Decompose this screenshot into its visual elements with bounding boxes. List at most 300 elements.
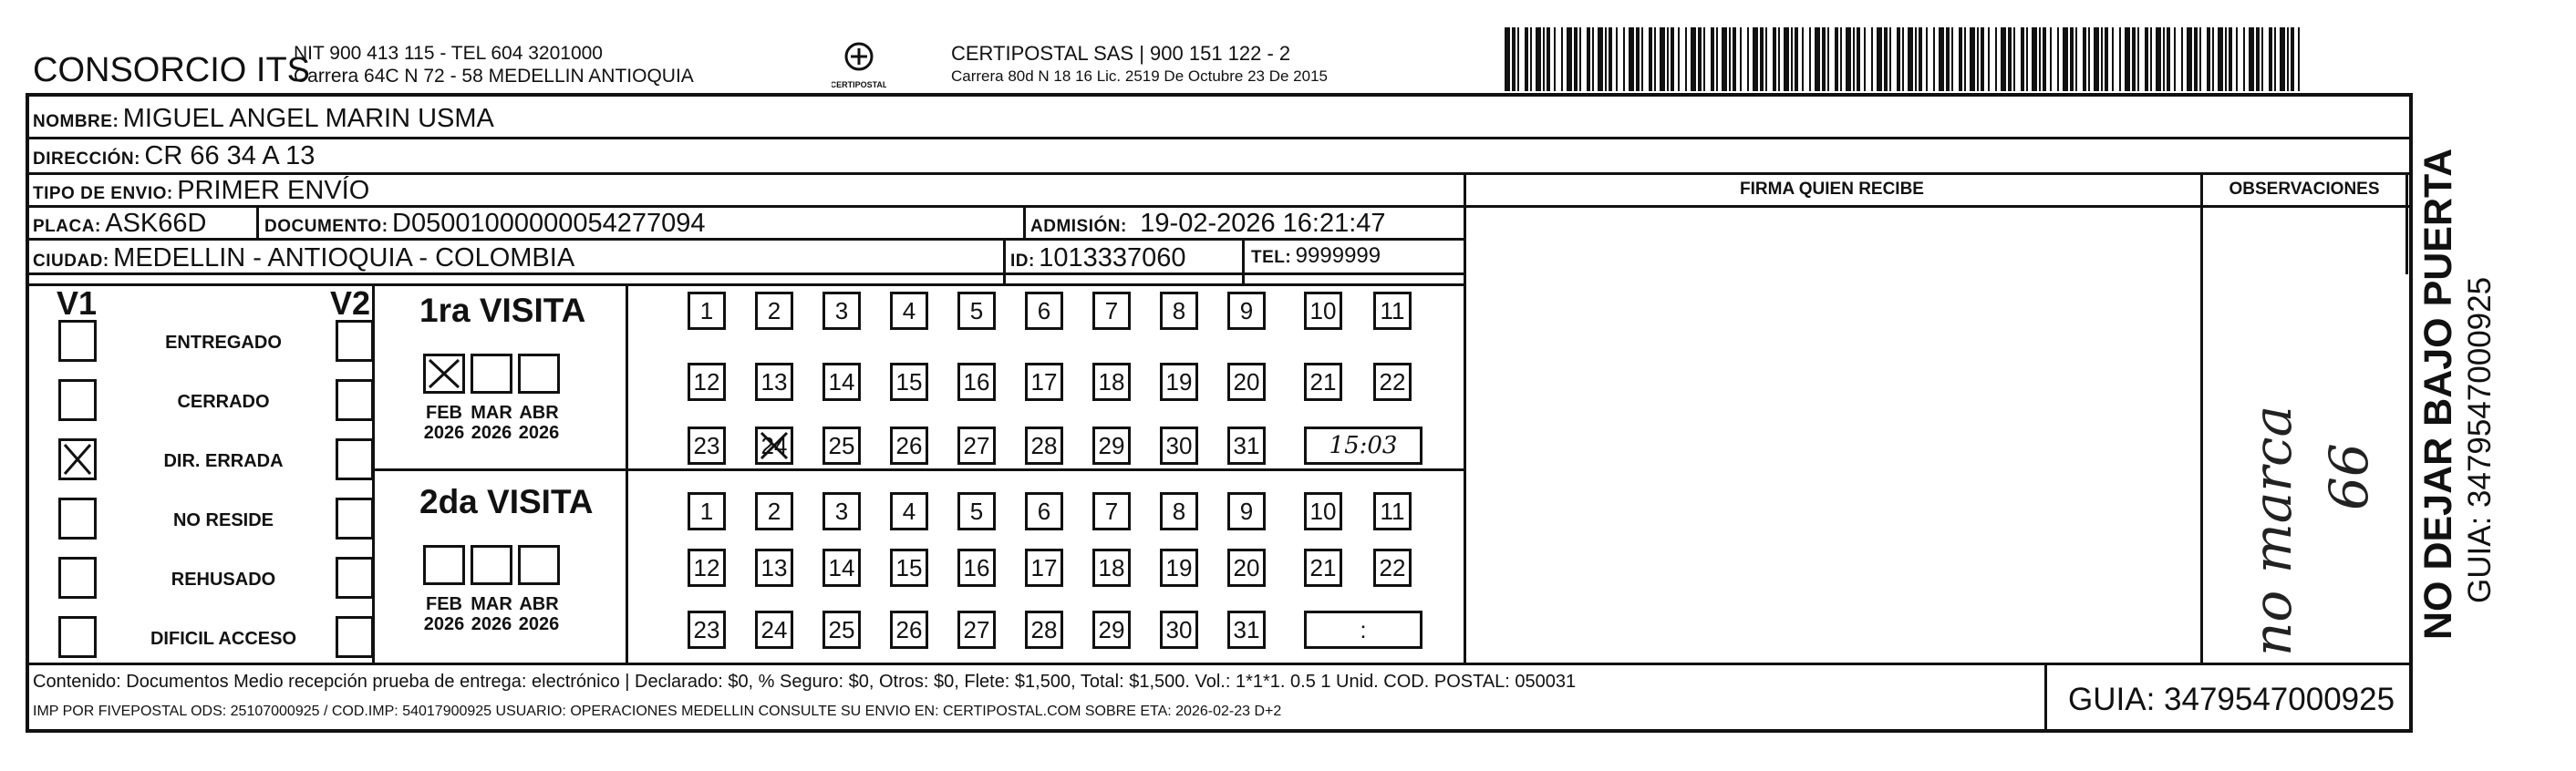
barcode-bar xyxy=(1629,27,1634,91)
second-visit-day[interactable] xyxy=(957,549,996,587)
v2-checkbox[interactable] xyxy=(336,498,374,540)
first-visit-day[interactable] xyxy=(1160,292,1198,330)
day-number: 14 xyxy=(828,553,855,581)
barcode-bar xyxy=(1574,27,1578,91)
second-visit-day[interactable] xyxy=(890,611,928,649)
barcode-bar xyxy=(1902,27,1904,91)
rule xyxy=(26,172,2413,175)
barcode-bar xyxy=(1649,27,1652,91)
barcode-bar xyxy=(1729,27,1731,91)
barcode-bar xyxy=(1733,27,1736,91)
v1-checkbox[interactable] xyxy=(58,320,97,362)
barcode-bar xyxy=(1846,27,1851,91)
barcode-bar xyxy=(1884,27,1888,91)
barcode-bar xyxy=(1587,27,1590,91)
barcode-bar xyxy=(1981,27,1984,91)
barcode-bar xyxy=(1877,27,1882,91)
barcode-bar xyxy=(1778,27,1780,91)
day-number: 1 xyxy=(699,497,714,525)
first-visit-day[interactable] xyxy=(688,427,726,465)
barcode-bar xyxy=(2236,27,2238,91)
day-number: 11 xyxy=(1380,296,1405,324)
day-number: 10 xyxy=(1309,296,1337,324)
day-number: 2 xyxy=(767,497,781,525)
ciudad-field xyxy=(33,243,574,273)
day-number: 26 xyxy=(895,431,923,459)
rule xyxy=(26,663,2413,665)
first-visit-day[interactable] xyxy=(1092,427,1131,465)
second-visit-day[interactable] xyxy=(688,611,726,649)
day-number: 2 xyxy=(767,296,781,324)
second-visit-day[interactable] xyxy=(1092,492,1131,530)
day-number: 13 xyxy=(760,553,788,581)
first-visit-day[interactable] xyxy=(890,363,928,401)
second-visit-day[interactable] xyxy=(688,549,726,587)
barcode-bar xyxy=(1561,27,1563,91)
tipo-value: PRIMER ENVÍO xyxy=(177,176,370,205)
barcode-bar xyxy=(1691,27,1696,91)
barcode xyxy=(1503,27,2305,91)
barcode-bar xyxy=(1598,27,1603,91)
barcode-bar xyxy=(2218,27,2223,91)
barcode-bar xyxy=(1977,27,1979,91)
first-visit-day[interactable] xyxy=(957,427,996,465)
day-number: 17 xyxy=(1030,367,1058,396)
barcode-bar xyxy=(2287,27,2289,91)
month-year: 2026 xyxy=(423,614,465,634)
barcode-bar xyxy=(1554,27,1556,91)
v2-header: V2 xyxy=(330,284,371,322)
barcode-bar xyxy=(1579,27,1581,91)
ciudad-label: CIUDAD: xyxy=(33,252,109,271)
nombre-field xyxy=(33,104,494,134)
barcode-bar xyxy=(1988,27,1990,91)
month-checkbox[interactable] xyxy=(423,545,465,585)
documento-field xyxy=(264,209,706,239)
day-number: 18 xyxy=(1098,367,1125,396)
observaciones-handwriting xyxy=(2241,406,2303,656)
day-number: 10 xyxy=(1309,497,1337,525)
day-number: 24 xyxy=(760,615,788,643)
barcode-bar xyxy=(2280,27,2285,91)
v1-header: V1 xyxy=(57,284,98,322)
documento-value: D05001000000054277094 xyxy=(392,209,706,238)
barcode-bar xyxy=(2181,27,2183,91)
barcode-bar xyxy=(2163,27,2165,91)
day-number: 27 xyxy=(963,615,990,643)
v2-checkbox[interactable] xyxy=(336,320,374,362)
barcode-bar xyxy=(2083,27,2086,91)
barcode-bar xyxy=(1964,27,1966,91)
month-year: 2026 xyxy=(518,423,560,443)
carrier-address: Carrera 80d N 18 16 Lic. 2519 De Octubre 23 De 2015 xyxy=(951,67,1328,85)
barcode-bar xyxy=(1592,27,1594,91)
second-visit-day[interactable] xyxy=(822,549,861,587)
day-number: 22 xyxy=(1379,367,1406,396)
second-visit-day[interactable] xyxy=(1227,611,1266,649)
barcode-bar xyxy=(1795,27,1798,91)
v1-checkbox[interactable] xyxy=(58,379,97,421)
barcode-bar xyxy=(2063,27,2068,91)
v2-checkbox[interactable] xyxy=(336,616,374,658)
first-visit-day[interactable] xyxy=(822,292,861,330)
reason-label: REHUSADO xyxy=(171,570,276,590)
first-visit-day[interactable] xyxy=(1227,363,1266,401)
barcode-bar xyxy=(2269,27,2272,91)
reason-label: NO RESIDE xyxy=(172,510,274,530)
rule xyxy=(1464,172,1466,663)
admision-field xyxy=(1030,209,1386,239)
month-label xyxy=(469,403,514,443)
barcode-bar xyxy=(1543,27,1545,91)
barcode-bar xyxy=(1753,27,1758,91)
barcode-bar xyxy=(1711,27,1714,91)
second-visit-day[interactable] xyxy=(1092,611,1131,649)
rule xyxy=(26,205,2413,208)
second-visit-day[interactable] xyxy=(890,492,928,530)
barcode-bar xyxy=(1951,27,1953,91)
observaciones-note-2: 66 xyxy=(2318,443,2380,510)
first-visit-day[interactable] xyxy=(1304,292,1342,330)
logo-text: CERTIPOSTAL xyxy=(832,80,886,89)
first-visit-day[interactable] xyxy=(1227,427,1266,465)
time-value: 15:03 xyxy=(1329,432,1398,459)
second-visit-day[interactable] xyxy=(1160,492,1198,530)
first-visit-day[interactable] xyxy=(688,363,726,401)
barcode-bar xyxy=(1505,27,1510,91)
observaciones-note-1: no marca xyxy=(2241,405,2303,656)
observaciones-handwriting-2 xyxy=(2318,443,2380,510)
first-visit-day[interactable] xyxy=(890,427,928,465)
day-number: 19 xyxy=(1165,553,1193,581)
day-number: 25 xyxy=(828,615,855,643)
day-number: 29 xyxy=(1098,431,1125,459)
barcode-bar xyxy=(2298,27,2300,91)
day-number: 26 xyxy=(895,615,923,643)
day-number: 15 xyxy=(895,367,923,396)
barcode-bar xyxy=(2088,27,2090,91)
barcode-bar xyxy=(1827,27,1829,91)
barcode-bar xyxy=(1530,27,1532,91)
day-number: 3 xyxy=(834,296,849,324)
month-checkbox[interactable] xyxy=(518,545,560,585)
day-number: 13 xyxy=(760,367,788,396)
barcode-bar xyxy=(2026,27,2028,91)
first-visit-day[interactable] xyxy=(755,427,793,465)
barcode-bar xyxy=(2229,27,2232,91)
second-visit-day[interactable] xyxy=(957,611,996,649)
day-number: 21 xyxy=(1309,553,1337,581)
day-number: 7 xyxy=(1104,497,1119,525)
barcode-bar xyxy=(2261,27,2263,91)
barcode-bar xyxy=(2101,27,2103,91)
second-visit-day[interactable] xyxy=(1227,549,1266,587)
firma-header: FIRMA QUIEN RECIBE xyxy=(1740,180,1924,199)
barcode-bar xyxy=(1512,27,1516,91)
barcode-bar xyxy=(2187,27,2192,91)
second-visit-day[interactable] xyxy=(688,492,726,530)
first-visit-day[interactable] xyxy=(1227,292,1266,330)
second-visit-day[interactable] xyxy=(1373,549,1412,587)
barcode-bar xyxy=(1784,27,1789,91)
first-visit-time[interactable] xyxy=(1304,427,1422,465)
company-nit: NIT 900 413 115 - TEL 604 3201000 xyxy=(294,43,603,64)
second-visit-day[interactable] xyxy=(1304,549,1342,587)
day-number: 21 xyxy=(1309,367,1337,396)
v2-checkbox[interactable] xyxy=(336,438,374,480)
barcode-bar xyxy=(2001,27,2006,91)
day-number: 9 xyxy=(1239,296,1254,324)
footer-guia: GUIA: 3479547000925 xyxy=(2068,682,2395,717)
day-number: 14 xyxy=(828,367,855,396)
observaciones-header: OBSERVACIONES xyxy=(2229,180,2380,199)
v1-checkbox[interactable] xyxy=(58,498,97,540)
day-number: 16 xyxy=(963,367,990,396)
barcode-bar xyxy=(2243,27,2245,91)
first-visit-day[interactable] xyxy=(755,292,793,330)
barcode-bar xyxy=(1889,27,1891,91)
day-number: 18 xyxy=(1098,553,1125,581)
rule xyxy=(372,468,1464,471)
id-label: ID: xyxy=(1010,252,1035,271)
second-visit-day[interactable] xyxy=(822,492,861,530)
second-visit-day[interactable] xyxy=(1025,549,1063,587)
barcode-bar xyxy=(2199,27,2201,91)
side-instruction-text: NO DEJAR BAJO PUERTA xyxy=(2416,148,2460,640)
first-visit-day[interactable] xyxy=(957,292,996,330)
second-visit-day[interactable] xyxy=(1373,492,1412,530)
rule xyxy=(1242,238,1245,283)
barcode-bar xyxy=(2249,27,2254,91)
barcode-bar xyxy=(1840,27,1842,91)
barcode-bar xyxy=(1740,27,1742,91)
barcode-bar xyxy=(2039,27,2041,91)
placa-value: ASK66D xyxy=(105,209,207,238)
barcode-bar xyxy=(2119,27,2121,91)
second-visit-time[interactable] xyxy=(1304,611,1422,649)
reason-label: CERRADO xyxy=(177,392,270,412)
barcode-bar xyxy=(2057,27,2059,91)
barcode-bar xyxy=(1959,27,1962,91)
day-number: 24 xyxy=(760,431,788,459)
first-visit-day[interactable] xyxy=(1025,363,1063,401)
first-visit-day[interactable] xyxy=(822,427,861,465)
second-visit-title: 2da VISITA xyxy=(419,483,594,520)
barcode-bar xyxy=(2274,27,2276,91)
barcode-bar xyxy=(1995,27,1997,91)
barcode-bar xyxy=(2225,27,2227,91)
first-visit-day[interactable] xyxy=(1160,427,1198,465)
second-visit-day[interactable] xyxy=(1025,492,1063,530)
first-visit-day[interactable] xyxy=(1160,363,1198,401)
month-checkbox[interactable] xyxy=(471,545,512,585)
barcode-bar xyxy=(1609,27,1612,91)
second-visit-day[interactable] xyxy=(1160,611,1198,649)
first-visit-day[interactable] xyxy=(957,363,996,401)
barcode-bar xyxy=(1703,27,1705,91)
month-checkbox[interactable] xyxy=(518,354,560,394)
second-visit-day[interactable] xyxy=(755,611,793,649)
day-number: 8 xyxy=(1172,497,1186,525)
day-number: 31 xyxy=(1233,431,1260,459)
first-visit-day[interactable] xyxy=(1092,363,1131,401)
day-number: 4 xyxy=(902,296,916,324)
day-number: 6 xyxy=(1037,497,1051,525)
second-visit-day[interactable] xyxy=(1160,549,1198,587)
barcode-bar xyxy=(2207,27,2210,91)
barcode-bar xyxy=(1660,27,1665,91)
barcode-bar xyxy=(1919,27,1922,91)
second-visit-day[interactable] xyxy=(1304,492,1342,530)
month-year: 2026 xyxy=(471,614,512,634)
day-number: 17 xyxy=(1030,553,1058,581)
day-number: 29 xyxy=(1098,615,1125,643)
first-visit-day[interactable] xyxy=(755,363,793,401)
barcode-bar xyxy=(1897,27,1900,91)
first-visit-day[interactable] xyxy=(1373,292,1412,330)
day-cross-mark xyxy=(758,429,791,468)
day-number: 3 xyxy=(834,497,849,525)
barcode-bar xyxy=(2167,27,2170,91)
barcode-bar xyxy=(1716,27,1718,91)
barcode-bar xyxy=(1970,27,1975,91)
second-visit-day[interactable] xyxy=(822,611,861,649)
first-visit-day[interactable] xyxy=(1025,427,1063,465)
barcode-bar xyxy=(1791,27,1793,91)
day-number: 4 xyxy=(902,497,916,525)
first-visit-day[interactable] xyxy=(1373,363,1412,401)
barcode-bar xyxy=(2194,27,2198,91)
rule xyxy=(1023,205,1026,240)
barcode-bar xyxy=(2125,27,2130,91)
month-label xyxy=(421,403,467,443)
v2-checkbox[interactable] xyxy=(336,557,374,599)
barcode-bar xyxy=(2145,27,2148,91)
month-checkbox[interactable] xyxy=(471,354,512,394)
day-number: 27 xyxy=(963,431,990,459)
time-value: : xyxy=(1360,615,1367,643)
side-guia xyxy=(2462,277,2498,603)
v2-checkbox[interactable] xyxy=(336,379,374,421)
barcode-bar xyxy=(1517,27,1519,91)
barcode-bar xyxy=(1946,27,1950,91)
second-visit-day[interactable] xyxy=(1092,549,1131,587)
day-number: 15 xyxy=(895,553,923,581)
month-year: 2026 xyxy=(518,614,560,634)
barcode-bar xyxy=(2075,27,2077,91)
day-number: 6 xyxy=(1037,296,1051,324)
reason-label: DIFICIL ACCESO xyxy=(150,629,296,649)
admision-value: 19-02-2026 16:21:47 xyxy=(1140,209,1386,238)
direccion-label: DIRECCIÓN: xyxy=(33,149,140,169)
rule xyxy=(1003,238,1006,283)
side-guia-text: GUIA: 3479547000925 xyxy=(2462,276,2498,603)
v1-checkbox[interactable] xyxy=(58,616,97,658)
first-visit-day[interactable] xyxy=(1092,292,1131,330)
day-number: 7 xyxy=(1104,296,1119,324)
direccion-value: CR 66 34 A 13 xyxy=(144,141,316,170)
barcode-bar xyxy=(1809,27,1811,91)
barcode-bar xyxy=(1939,27,1944,91)
first-visit-day[interactable] xyxy=(688,292,726,330)
barcode-bar xyxy=(1871,27,1873,91)
barcode-bar xyxy=(1671,27,1674,91)
barcode-bar xyxy=(1773,27,1776,91)
barcode-bar xyxy=(1678,27,1680,91)
month-checkbox[interactable] xyxy=(423,354,465,394)
first-visit-day[interactable] xyxy=(890,292,928,330)
barcode-bar xyxy=(1567,27,1572,91)
barcode-bar xyxy=(1815,27,1820,91)
second-visit-day[interactable] xyxy=(1227,492,1266,530)
month-name: MAR xyxy=(471,594,512,614)
certipostal-logo-icon xyxy=(832,36,886,93)
barcode-bar xyxy=(2070,27,2074,91)
tipo-label: TIPO DE ENVIO: xyxy=(33,184,173,203)
second-visit-day[interactable] xyxy=(957,492,996,530)
id-field xyxy=(1010,243,1186,273)
barcode-bar xyxy=(2050,27,2052,91)
barcode-bar xyxy=(2256,27,2260,91)
ciudad-value: MEDELLIN - ANTIOQUIA - COLOMBIA xyxy=(113,243,575,272)
first-visit-day[interactable] xyxy=(822,363,861,401)
first-visit-day[interactable] xyxy=(1025,292,1063,330)
barcode-bar xyxy=(1857,27,1860,91)
rule xyxy=(26,137,2413,139)
barcode-bar xyxy=(2156,27,2161,91)
documento-label: DOCUMENTO: xyxy=(264,217,388,236)
v1-checkbox[interactable] xyxy=(58,557,97,599)
day-number: 28 xyxy=(1030,431,1058,459)
second-visit-day[interactable] xyxy=(755,549,793,587)
month-label xyxy=(516,594,562,634)
barcode-bar xyxy=(2008,27,2012,91)
barcode-bar xyxy=(1654,27,1656,91)
barcode-bar xyxy=(1926,27,1928,91)
barcode-bar xyxy=(2021,27,2024,91)
first-visit-day[interactable] xyxy=(1304,363,1342,401)
day-number: 12 xyxy=(693,553,720,581)
month-name: FEB xyxy=(426,403,462,423)
direccion-field xyxy=(33,141,315,171)
barcode-bar xyxy=(1802,27,1804,91)
second-visit-day[interactable] xyxy=(890,549,928,587)
v1-checkbox[interactable] xyxy=(58,438,97,480)
day-number: 20 xyxy=(1233,553,1260,581)
barcode-bar xyxy=(1835,27,1838,91)
tel-field xyxy=(1251,243,1381,269)
tipo-field xyxy=(33,176,369,206)
second-visit-day[interactable] xyxy=(755,492,793,530)
barcode-bar xyxy=(1760,27,1764,91)
barcode-bar xyxy=(1853,27,1855,91)
second-visit-day[interactable] xyxy=(1025,611,1063,649)
barcode-bar xyxy=(1525,27,1528,91)
day-number: 8 xyxy=(1172,296,1186,324)
admision-label: ADMISIÓN: xyxy=(1030,217,1127,236)
barcode-bar xyxy=(1536,27,1541,91)
day-number: 28 xyxy=(1030,615,1058,643)
barcode-bar xyxy=(2032,27,2037,91)
rule xyxy=(256,205,259,240)
month-year: 2026 xyxy=(423,423,465,443)
month-name: FEB xyxy=(426,594,462,614)
tel-label: TEL: xyxy=(1251,248,1292,267)
day-number: 23 xyxy=(693,615,720,643)
barcode-bar xyxy=(1933,27,1935,91)
barcode-bar xyxy=(2150,27,2152,91)
footer-printing-info: IMP POR FIVEPOSTAL ODS: 25107000925 / COD.IMP: 54017900925 USUARIO: OPERACIONES MEDELLIN CONSULTE SU ENVIO EN: CERTIPOSTAL.COM SOBRE ETA: 2026-02-23 D+2 xyxy=(33,704,1282,719)
